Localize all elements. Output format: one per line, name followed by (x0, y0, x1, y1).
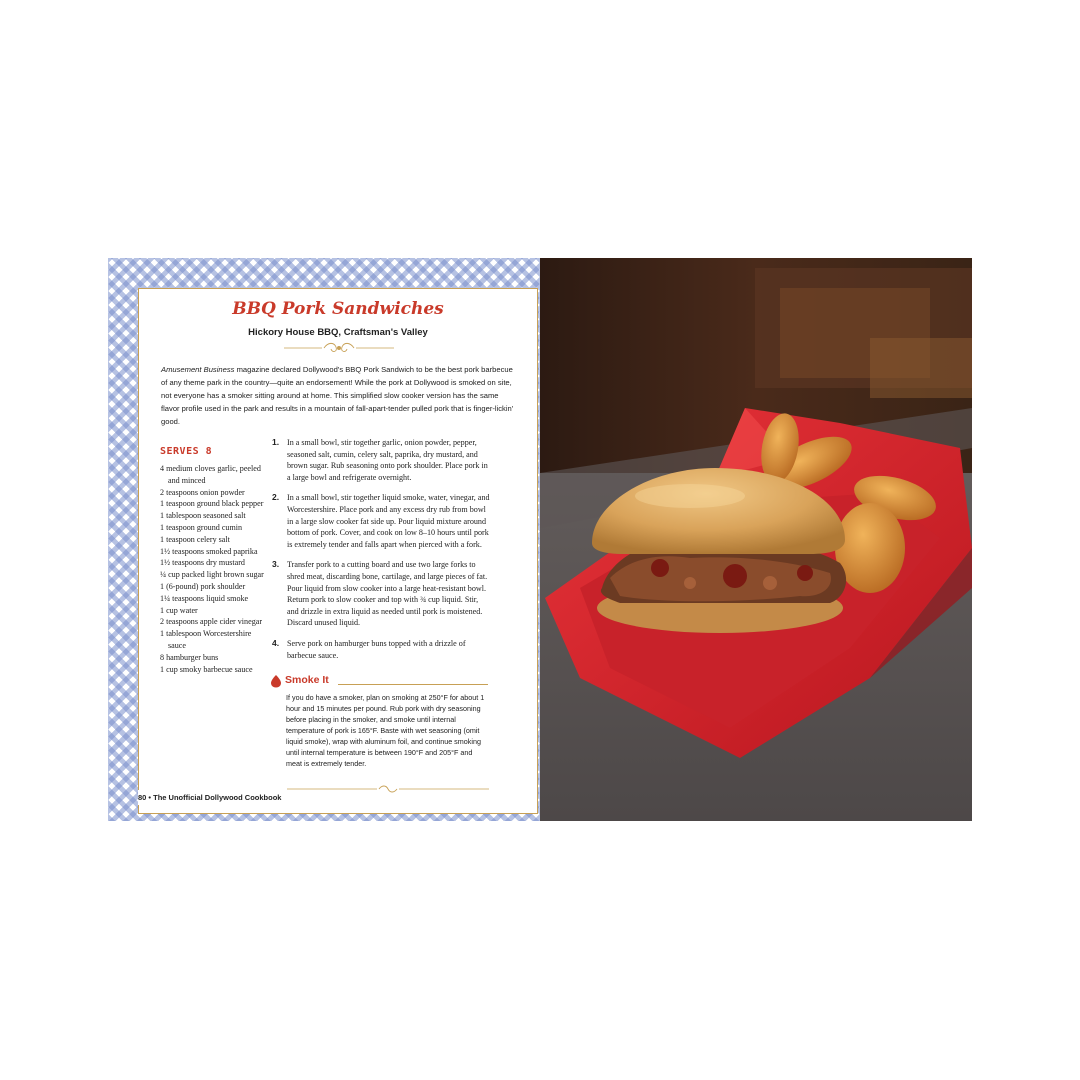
tip-body: If you do have a smoker, plan on smoking at 250°F for about 1 hour and 15 minutes per pound. Rub pork with dry seasoning before placing in the smoker, and smoke until internal temperature of pork is 165°F. Baste with wet seasoning (omit liquid smoke), wrap with aluminum foil, and continue smoking until internal temperature is between 190°F and 205°F and meat is extremely tender. (286, 693, 485, 768)
step-text: Serve pork on hamburger buns topped with a drizzle of barbecue sauce. (287, 638, 466, 660)
intro-text: magazine declared Dollywood's BBQ Pork Sandwich to be the best pork barbecue of any theme park in the country—quite an endorsement! While the pork at Dollywood is smoked on site, not everyone has a smoker sitting around at home. This simplified slow cooker version has the same flavor profile used in the park and results in a mountain of fall-apart-tender pulled pork that is finger-lickin' good. (161, 365, 514, 426)
recipe-intro (161, 363, 519, 428)
ingredient-item: 1¼ teaspoons liquid smoke (160, 593, 249, 603)
recipe-title: BBQ Pork Sandwiches (232, 299, 444, 319)
flourish-ornament-icon (284, 341, 394, 355)
ingredient-item: 4 medium cloves garlic, peeled and minced (160, 464, 261, 485)
ingredient-item: 1 cup water (160, 605, 198, 615)
page-footer: 80 • The Unofficial Dollywood Cookbook (138, 790, 287, 805)
ingredient-item: 8 hamburger buns (160, 652, 219, 662)
ingredient-item: ¼ cup packed light brown sugar (160, 570, 264, 580)
serves-label: SERVES 8 (160, 446, 213, 457)
step-number: 1. (272, 437, 280, 447)
pepper-drop-icon (270, 674, 282, 688)
ingredient-list (160, 463, 270, 675)
method-steps (272, 437, 490, 670)
book-spread (108, 258, 972, 821)
step-number: 3. (272, 559, 280, 570)
step-text: Transfer pork to a cutting board and use two large forks to shred meat, discarding bone, cartilage, and large pieces of fat. Pour liquid from slow cooker into a large heat-resistant bowl. Return pork to slow cooker and top with ¾ cup liquid. Stir, and drizzle in extra liquid as needed until pork is moistened. Discard unused liquid. (287, 560, 488, 628)
recipe-card (138, 288, 538, 814)
intro-magazine-name: Amusement Business (161, 365, 235, 374)
tip-title: Smoke It (285, 674, 329, 686)
ingredient-item: 1 tablespoon Worcestershire sauce (160, 629, 252, 650)
method-step (272, 638, 490, 661)
step-number: 2. (272, 492, 280, 503)
ingredient-item: 1½ teaspoons smoked paprika (160, 546, 258, 556)
tip-divider (338, 684, 488, 685)
ingredient-item: 2 teaspoons onion powder (160, 487, 245, 497)
ingredient-item: 1 teaspoon ground black pepper (160, 499, 264, 509)
tip-flourish-icon (287, 784, 489, 794)
ingredient-item: 1½ teaspoons dry mustard (160, 558, 245, 568)
ingredient-item: 1 cup smoky barbecue sauce (160, 664, 253, 674)
ingredient-item: 1 (6-pound) pork shoulder (160, 581, 246, 591)
tip-header (270, 673, 490, 689)
sandwich-photo (540, 258, 972, 821)
method-step (272, 559, 490, 629)
pork-sandwich-image (540, 258, 972, 821)
ingredient-item: 2 teaspoons apple cider vinegar (160, 617, 263, 627)
ingredient-item: 1 teaspoon celery salt (160, 534, 230, 544)
ingredient-item: 1 tablespoon seasoned salt (160, 511, 246, 521)
step-text: In a small bowl, stir together liquid smoke, water, vinegar, and Worcestershire. Place pork and any excess dry rub from bowl in a large slow cooker fat side up. Pour liquid mixture around bottom of pork. Cover, and cook on low 8–10 hours until pork is extremely tender and falls apart when pierced with a fork. (287, 493, 490, 549)
recipe-page (108, 258, 540, 821)
step-number: 4. (272, 637, 280, 648)
recipe-subtitle: Hickory House BBQ, Craftsman's Valley (248, 327, 428, 338)
method-step (272, 492, 490, 550)
method-step (272, 437, 490, 483)
step-text: In a small bowl, stir together garlic, onion powder, pepper, seasoned salt, cumin, celery salt, paprika, dry mustard, and brown sugar. Rub seasoning onto pork shoulder. Place pork in a large bowl and refrigerate overnight. (287, 438, 488, 482)
ingredient-item: 1 teaspoon ground cumin (160, 522, 243, 532)
